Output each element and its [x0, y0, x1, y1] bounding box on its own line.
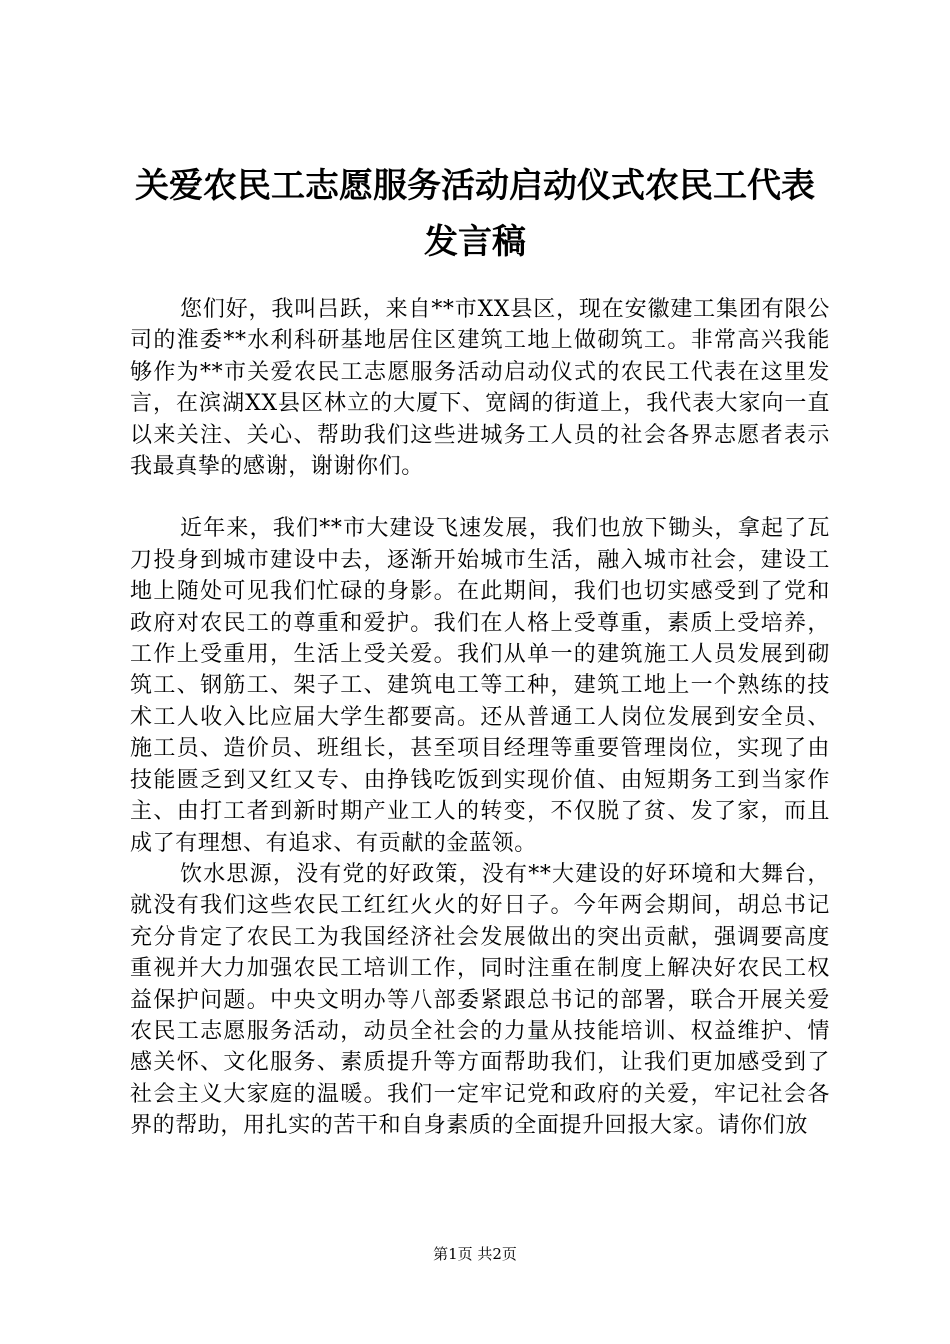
paragraph-gratitude: 饮水思源，没有党的好政策，没有**大建设的好环境和大舞台，就没有我们这些农民工红红火火的好日子。今年两会期间，胡总书记充分肯定了农民工为我国经济社会发展做出的突出贡献，强调要高度重视并大力加强农民工培训工作，同时注重在制度上解决好农民工权益保护问题。中央文明办等八部委紧跟总书记的部署，联合开展关爱农民工志愿服务活动，动员全社会的力量从技能培训、权益维护、情感关怀、文化服务、素质提升等方面帮助我们，让我们更加感受到了社会主义大家庭的温暖。我们一定牢记党和政府的关爱，牢记社会各界的帮助，用扎实的苦干和自身素质的全面提升回报大家。请你们放	[130, 861, 830, 1139]
page-number-footer: 第1页 共2页	[433, 1245, 517, 1263]
paragraph-greeting: 您们好，我叫吕跃，来自**市XX县区，现在安徽建工集团有限公司的淮委**水利科研基地居住区建筑工地上做砌筑工。非常高兴我能够作为**市关爱农民工志愿服务活动启动仪式的农民工代表在这里发言，在滨湖XX县区林立的大厦下、宽阔的街道上，我代表大家向一直以来关注、关心、帮助我们这些进城务工人员的社会各界志愿者表示我最真挚的感谢，谢谢你们。	[130, 297, 830, 480]
paragraph-development: 近年来，我们**市大建设飞速发展，我们也放下锄头，拿起了瓦刀投身到城市建设中去，逐渐开始城市生活，融入城市社会，建设工地上随处可见我们忙碌的身影。在此期间，我们也切实感受到了党和政府对农民工的尊重和爱护。我们在人格上受尊重，素质上受培养，工作上受重用，生活上受关爱。我们从单一的建筑施工人员发展到砌筑工、钢筋工、架子工、建筑电工等工种，建筑工地上一个熟练的技术工人收入比应届大学生都要高。还从普通工人岗位发展到安全员、施工员、造价员、班组长，甚至项目经理等重要管理岗位，实现了由技能匮乏到又红又专、由挣钱吃饭到实现价值、由短期务工到当家作主、由打工者到新时期产业工人的转变，不仅脱了贫、发了家，而且成了有理想、有追求、有贡献的金蓝领。	[130, 516, 830, 856]
document-body	[130, 294, 830, 1142]
document-title-line1: 关爱农民工志愿服务活动启动仪式农民工代表	[135, 166, 815, 206]
document-title-line2: 发言稿	[424, 222, 526, 262]
paragraph-spacer	[130, 482, 830, 513]
